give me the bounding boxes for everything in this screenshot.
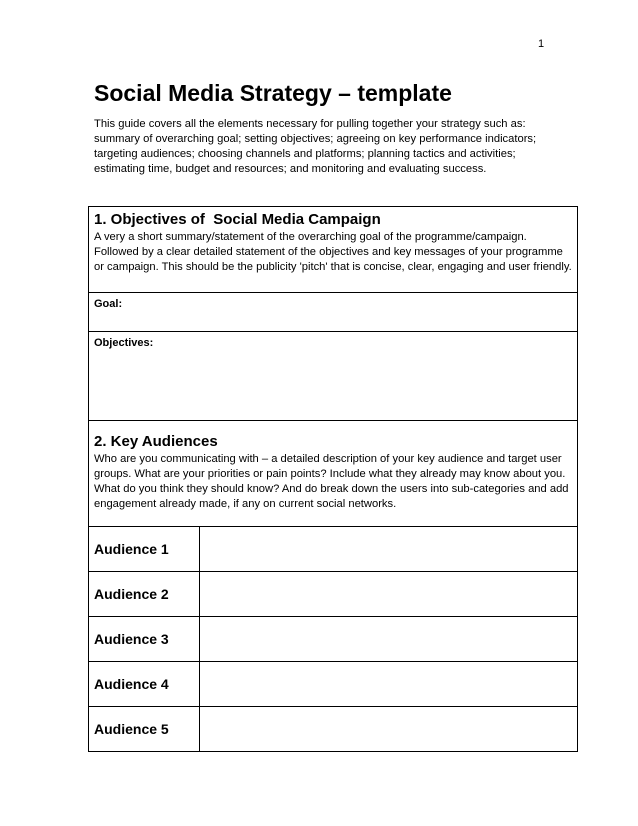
objectives-label: Objectives: [94, 337, 154, 349]
section2-heading: 2. Key Audiences [94, 433, 218, 450]
audience-row [89, 662, 578, 707]
audience-value-cell[interactable] [200, 707, 578, 752]
objectives-row [89, 332, 578, 421]
goal-cell[interactable] [89, 293, 578, 332]
page-title: Social Media Strategy – template [94, 80, 452, 106]
section1-header-row [89, 207, 578, 293]
section2-header-cell [89, 421, 578, 527]
section1-description: A very a short summary/statement of the overarching goal of the programme/campaign. Followed by a clear detailed statement of the objectives and key messages of your programme or campaign. This should be the publicity 'pitch' that is concise, clear, engaging and user friendly. [94, 231, 572, 273]
section2-description: Who are you communicating with – a detailed description of your key audience and target user groups. What are your priorities or pain points? Include what they already may know about you. What do you think they should know? And do break down the users into sub-categories and add engagement already made, if any on current social networks. [94, 453, 569, 510]
audience-row [89, 617, 578, 662]
audience-label: Audience 1 [89, 527, 200, 572]
strategy-table [88, 206, 578, 752]
objectives-cell[interactable] [89, 332, 578, 421]
page-number: 1 [538, 38, 545, 50]
audience-label: Audience 5 [89, 707, 200, 752]
audience-row [89, 707, 578, 752]
audience-label: Audience 4 [89, 662, 200, 707]
section1-heading: 1. Objectives of Social Media Campaign [94, 211, 381, 228]
audience-value-cell[interactable] [200, 527, 578, 572]
audience-row [89, 572, 578, 617]
section2-header-row [89, 421, 578, 527]
audience-label: Audience 3 [89, 617, 200, 662]
intro-paragraph: This guide covers all the elements necessary for pulling together your strategy such as: summary of overarching goal; setting objectives; agreeing on key performance indicators; targeting audiences; choosing channels and platforms; planning tactics and activities; estimating time, budget and resources; and monitoring and evaluating success. [94, 118, 537, 175]
goal-row [89, 293, 578, 332]
audience-value-cell[interactable] [200, 662, 578, 707]
goal-label: Goal: [94, 298, 123, 310]
audience-label: Audience 2 [89, 572, 200, 617]
audience-value-cell[interactable] [200, 572, 578, 617]
audience-value-cell[interactable] [200, 617, 578, 662]
section1-header-cell [89, 207, 578, 293]
audience-row [89, 527, 578, 572]
